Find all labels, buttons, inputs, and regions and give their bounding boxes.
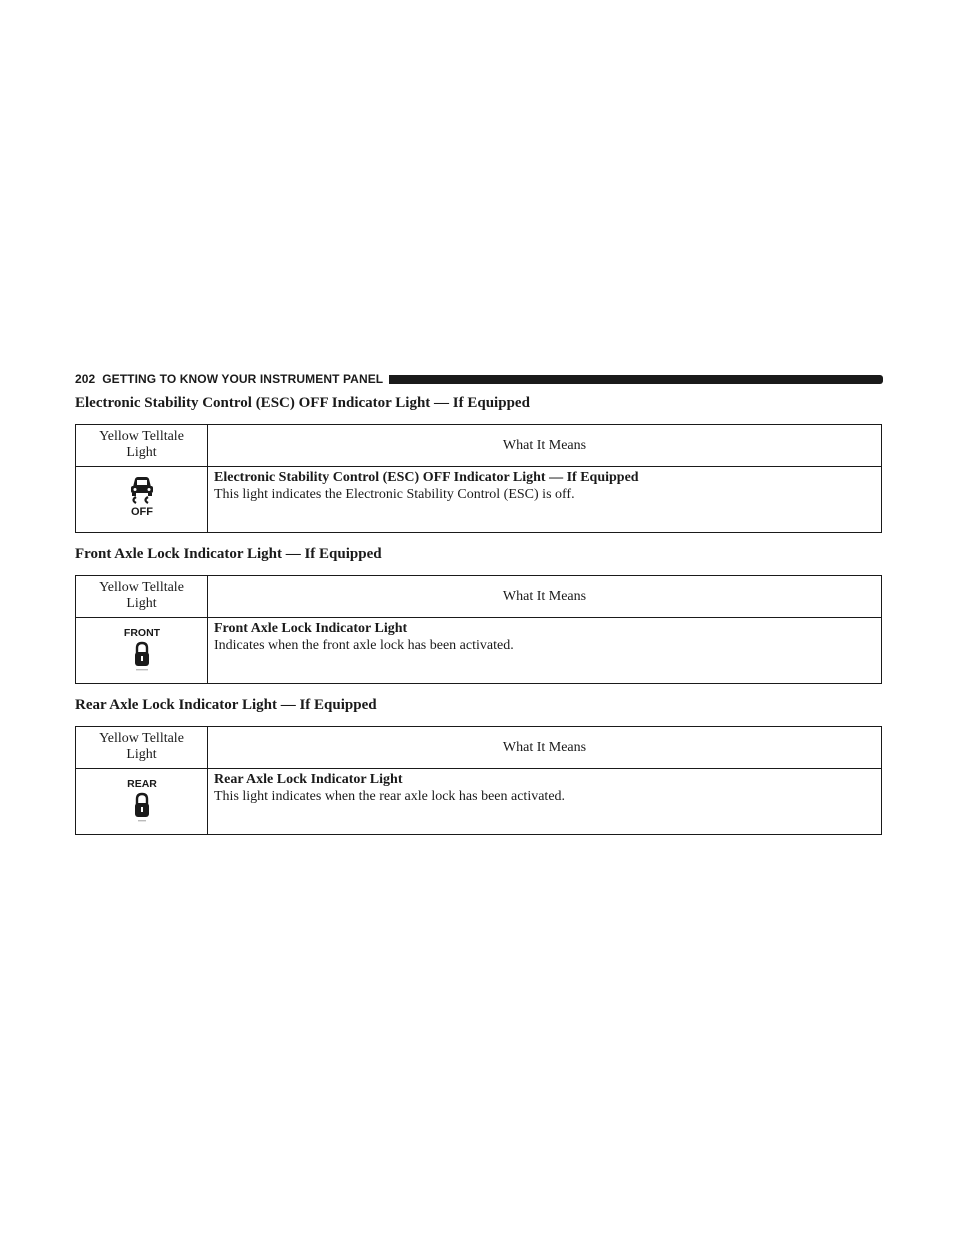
telltale-table — [75, 575, 882, 684]
column-header-line: Light — [126, 747, 157, 762]
section-esc-off — [75, 393, 882, 533]
column-header-telltale — [76, 425, 208, 467]
icon-label: OFF — [130, 506, 153, 517]
icon-label: FRONT — [123, 627, 160, 639]
section-title: Front Axle Lock Indicator Light — If Equipped — [75, 546, 382, 562]
row-title: Rear Axle Lock Indicator Light — [214, 772, 403, 787]
row-text: This light indicates when the rear axle lock has been activated. — [214, 789, 566, 804]
column-header-meaning: What It Means — [208, 576, 882, 618]
front-axle-lock-icon — [120, 624, 164, 674]
description-cell — [208, 769, 882, 835]
column-header-meaning: What It Means — [208, 425, 882, 467]
running-header — [75, 372, 883, 386]
esc-off-icon — [122, 473, 162, 517]
table-row — [76, 618, 882, 684]
row-title: Front Axle Lock Indicator Light — [214, 621, 408, 636]
table-row — [76, 769, 882, 835]
column-header-line: Yellow Telltale — [99, 580, 184, 595]
header-section-title: GETTING TO KNOW YOUR INSTRUMENT PANEL — [102, 372, 384, 386]
table-row — [76, 467, 882, 533]
column-header-line: Light — [126, 445, 157, 460]
row-title: Electronic Stability Control (ESC) OFF Indicator Light — If Equipped — [214, 470, 639, 485]
telltale-table — [75, 726, 882, 835]
icon-cell — [76, 618, 208, 684]
telltale-table — [75, 424, 882, 533]
column-header-telltale — [76, 727, 208, 769]
section-title: Electronic Stability Control (ESC) OFF Indicator Light — If Equipped — [75, 395, 530, 411]
page-number: 202 — [75, 372, 96, 386]
rear-axle-lock-icon — [120, 775, 164, 825]
column-header-line: Light — [126, 596, 157, 611]
section-title: Rear Axle Lock Indicator Light — If Equipped — [75, 697, 377, 713]
table-header-row — [76, 425, 882, 467]
table-header-row — [76, 576, 882, 618]
header-rule — [389, 375, 883, 384]
icon-cell — [76, 467, 208, 533]
column-header-telltale — [76, 576, 208, 618]
column-header-meaning: What It Means — [208, 727, 882, 769]
row-text: Indicates when the front axle lock has been activated. — [214, 638, 514, 653]
table-header-row — [76, 727, 882, 769]
section-front-axle-lock — [75, 544, 882, 684]
icon-label: REAR — [126, 778, 157, 790]
row-text: This light indicates the Electronic Stability Control (ESC) is off. — [214, 487, 575, 502]
section-rear-axle-lock — [75, 695, 882, 835]
description-cell — [208, 467, 882, 533]
icon-cell — [76, 769, 208, 835]
header-text — [75, 372, 383, 386]
description-cell — [208, 618, 882, 684]
column-header-line: Yellow Telltale — [99, 429, 184, 444]
column-header-line: Yellow Telltale — [99, 731, 184, 746]
